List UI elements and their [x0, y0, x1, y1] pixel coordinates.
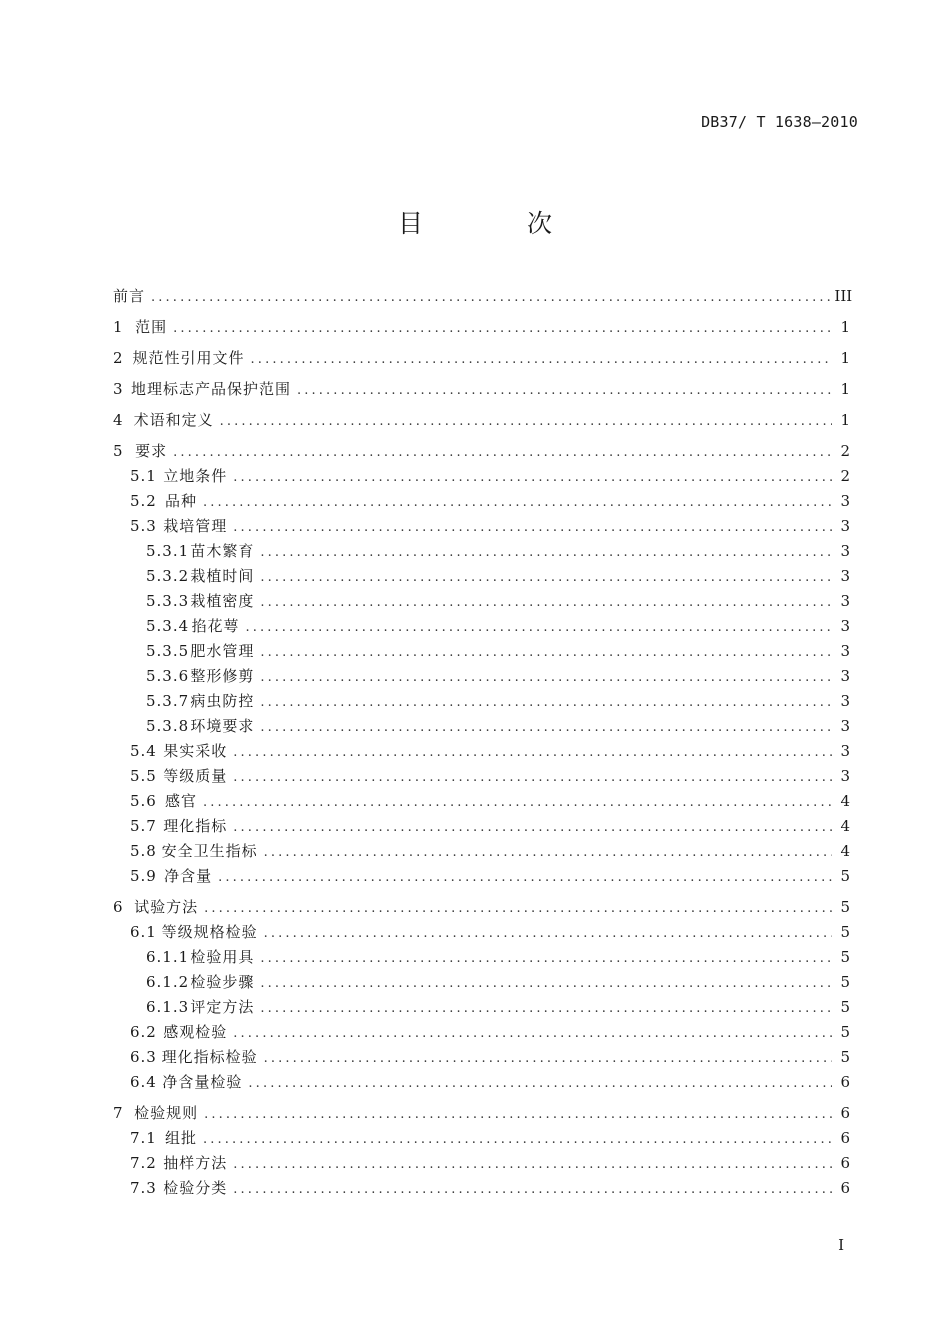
toc-leader-dots	[260, 1001, 832, 1016]
toc-entry-page: 1	[840, 349, 850, 367]
toc-entry[interactable]	[113, 465, 850, 490]
toc-entry[interactable]	[113, 1071, 850, 1096]
toc-leader-dots	[204, 1107, 832, 1122]
toc-entry-page: 5	[840, 1048, 850, 1066]
toc-entry-page: 6	[840, 1073, 850, 1091]
toc-entry-label: 栽培管理	[163, 517, 228, 535]
toc-entry-number: 5.9	[130, 867, 157, 885]
toc-entry-number: 5.3.5	[146, 642, 190, 660]
toc-entry[interactable]	[113, 715, 850, 740]
toc-leader-dots	[233, 1026, 832, 1041]
toc-leader-dots	[260, 670, 832, 685]
toc-leader-dots	[260, 695, 832, 710]
toc-entry-label: 栽植密度	[190, 592, 255, 610]
toc-entry-label: 病虫防控	[190, 692, 255, 710]
toc-title: 目 次	[398, 209, 600, 238]
toc-entry[interactable]	[113, 865, 850, 890]
toc-entry-number: 5	[113, 442, 123, 460]
toc-entry-label: 抽样方法	[163, 1154, 228, 1172]
toc-entry-label: 苗木繁育	[190, 542, 255, 560]
toc-entry-label: 果实采收	[163, 742, 228, 760]
toc-entry-number: 2	[113, 349, 123, 367]
toc-entry-page: 5	[840, 923, 850, 941]
toc-entry-label: 检验规则	[134, 1104, 199, 1122]
toc-entry[interactable]	[113, 1046, 850, 1071]
toc-leader-dots	[218, 870, 832, 885]
toc-entry-number: 5.3.6	[146, 667, 190, 685]
toc-entry-number: 6	[113, 898, 123, 916]
toc-entry-number: 6.1	[130, 923, 157, 941]
toc-entry-number: 4	[113, 411, 123, 429]
toc-entry-label: 立地条件	[163, 467, 228, 485]
toc-leader-dots	[233, 745, 832, 760]
toc-entry[interactable]	[113, 515, 850, 540]
toc-entry-page: 3	[840, 517, 850, 535]
toc-entry-label: 等级质量	[163, 767, 228, 785]
toc-leader-dots	[260, 545, 832, 560]
toc-entry-label: 整形修剪	[190, 667, 255, 685]
toc-leader-dots	[173, 445, 832, 460]
toc-entry-number: 5.3.7	[146, 692, 190, 710]
toc-entry-page: 3	[840, 592, 850, 610]
toc-entry-page: 4	[840, 817, 850, 835]
toc-entry-label: 等级规格检验	[161, 923, 258, 941]
toc-entry-number: 5.3.3	[146, 592, 190, 610]
toc-entry[interactable]	[113, 790, 850, 815]
toc-leader-dots	[203, 495, 832, 510]
toc-entry[interactable]	[113, 490, 850, 515]
toc-entry-number: 7	[113, 1104, 123, 1122]
toc-leader-dots	[260, 645, 832, 660]
toc-entry[interactable]	[113, 316, 850, 341]
footer-page-number: I	[838, 1236, 844, 1254]
toc-entry-page: 4	[840, 842, 850, 860]
toc-entry[interactable]	[113, 665, 850, 690]
toc-entry[interactable]	[113, 921, 850, 946]
toc-entry-page: 1	[840, 411, 850, 429]
toc-entry-number: 6.1.2	[146, 973, 190, 991]
toc-leader-dots	[220, 414, 832, 429]
toc-leader-dots	[233, 770, 832, 785]
toc-entry-label: 栽植时间	[190, 567, 255, 585]
toc-leader-dots	[251, 352, 832, 367]
toc-entry[interactable]	[113, 640, 850, 665]
toc-leader-dots	[233, 470, 832, 485]
toc-entry-number: 6.3	[130, 1048, 157, 1066]
toc-entry-number: 5.3.1	[146, 542, 190, 560]
toc-leader-dots	[260, 951, 832, 966]
table-of-contents	[113, 283, 853, 1202]
toc-entry-label: 肥水管理	[190, 642, 255, 660]
toc-entry-number: 5.4	[130, 742, 157, 760]
toc-entry-label: 感观检验	[163, 1023, 228, 1041]
toc-entry[interactable]	[113, 615, 850, 640]
toc-entry-label: 检验分类	[163, 1179, 228, 1197]
toc-entry-label: 前言	[113, 287, 146, 305]
toc-entry-number: 3	[113, 380, 123, 398]
toc-entry-page: 3	[840, 667, 850, 685]
toc-entry[interactable]	[113, 565, 850, 590]
toc-entry-page: 5	[840, 867, 850, 885]
toc-leader-dots	[264, 926, 832, 941]
toc-leader-dots	[260, 570, 832, 585]
toc-entry-number: 5.3.4	[146, 617, 190, 635]
toc-entry-label: 掐花萼	[191, 617, 240, 635]
toc-entry-label: 安全卫生指标	[161, 842, 258, 860]
toc-entry[interactable]	[113, 1127, 850, 1152]
toc-leader-dots	[173, 321, 832, 336]
toc-entry-label: 感官	[164, 792, 197, 810]
toc-entry-page: 5	[840, 898, 850, 916]
toc-entry-label: 净含量	[164, 867, 213, 885]
toc-entry[interactable]	[113, 440, 850, 465]
toc-leader-dots	[233, 520, 832, 535]
toc-entry[interactable]	[113, 590, 850, 615]
toc-entry-page: 2	[840, 442, 850, 460]
toc-entry-page: 3	[840, 692, 850, 710]
toc-entry[interactable]	[113, 690, 850, 715]
toc-leader-dots	[260, 720, 832, 735]
toc-entry[interactable]	[113, 971, 850, 996]
toc-entry-page: III	[834, 287, 853, 305]
toc-entry-page: 4	[840, 792, 850, 810]
toc-entry-page: 2	[840, 467, 850, 485]
toc-entry[interactable]	[113, 540, 850, 565]
toc-entry-label: 地理标志产品保护范围	[130, 380, 291, 398]
toc-entry-number: 5.3	[130, 517, 157, 535]
toc-leader-dots	[245, 620, 832, 635]
toc-entry-page: 1	[840, 380, 850, 398]
toc-entry-label: 理化指标	[163, 817, 228, 835]
toc-entry-label: 范围	[135, 318, 168, 336]
toc-entry-number: 5.8	[130, 842, 157, 860]
toc-entry-label: 规范性引用文件	[132, 349, 245, 367]
toc-entry-label: 环境要求	[190, 717, 255, 735]
toc-entry-number: 5.1	[130, 467, 157, 485]
toc-entry-number: 7.3	[130, 1179, 157, 1197]
toc-entry-number: 5.3.2	[146, 567, 190, 585]
toc-entry[interactable]	[113, 896, 850, 921]
toc-leader-dots	[151, 290, 830, 305]
toc-entry-number: 6.2	[130, 1023, 157, 1041]
toc-entry-label: 术语和定义	[133, 411, 214, 429]
toc-leader-dots	[297, 383, 832, 398]
toc-leader-dots	[260, 595, 832, 610]
toc-leader-dots	[203, 1132, 832, 1147]
toc-entry-page: 5	[840, 973, 850, 991]
toc-entry-page: 3	[840, 617, 850, 635]
toc-entry-page: 6	[840, 1104, 850, 1122]
toc-entry-number: 5.3.8	[146, 717, 190, 735]
toc-entry-number: 1	[113, 318, 123, 336]
toc-leader-dots	[233, 1157, 832, 1172]
toc-entry-page: 5	[840, 998, 850, 1016]
toc-entry-label: 检验用具	[190, 948, 255, 966]
toc-entry[interactable]	[113, 996, 850, 1021]
toc-leader-dots	[203, 795, 832, 810]
toc-entry-label: 净含量检验	[162, 1073, 243, 1091]
toc-entry-page: 5	[840, 948, 850, 966]
toc-entry-number: 5.5	[130, 767, 157, 785]
toc-entry[interactable]	[113, 1102, 850, 1127]
standard-code: DB37/ T 1638—2010	[701, 113, 858, 131]
toc-entry-number: 5.2	[130, 492, 157, 510]
toc-entry-number: 5.7	[130, 817, 157, 835]
toc-entry-page: 3	[840, 767, 850, 785]
toc-entry-label: 品种	[164, 492, 197, 510]
toc-entry-label: 组批	[164, 1129, 197, 1147]
toc-entry[interactable]	[113, 1021, 850, 1046]
toc-entry-label: 试验方法	[134, 898, 199, 916]
toc-entry-page: 6	[840, 1179, 850, 1197]
toc-leader-dots	[264, 845, 832, 860]
toc-entry-page: 3	[840, 742, 850, 760]
toc-entry-label: 检验步骤	[190, 973, 255, 991]
toc-entry-number: 7.1	[130, 1129, 157, 1147]
toc-entry-label: 要求	[135, 442, 168, 460]
toc-leader-dots	[264, 1051, 832, 1066]
toc-entry-page: 3	[840, 567, 850, 585]
toc-entry-page: 3	[840, 717, 850, 735]
toc-entry-number: 7.2	[130, 1154, 157, 1172]
toc-entry[interactable]	[113, 378, 850, 403]
toc-entry-page: 1	[840, 318, 850, 336]
toc-entry[interactable]	[113, 1152, 850, 1177]
toc-entry[interactable]	[113, 285, 853, 310]
toc-entry-number: 6.1.3	[146, 998, 190, 1016]
toc-leader-dots	[233, 1182, 832, 1197]
toc-entry[interactable]	[113, 946, 850, 971]
toc-leader-dots	[260, 976, 832, 991]
toc-entry[interactable]	[113, 409, 850, 434]
toc-entry-number: 5.6	[130, 792, 157, 810]
toc-leader-dots	[204, 901, 832, 916]
toc-entry-number: 6.4	[130, 1073, 157, 1091]
toc-entry[interactable]	[113, 815, 850, 840]
toc-entry[interactable]	[113, 1177, 850, 1202]
toc-entry[interactable]	[113, 840, 850, 865]
toc-entry-page: 3	[840, 642, 850, 660]
toc-entry[interactable]	[113, 347, 850, 372]
toc-entry-number: 6.1.1	[146, 948, 190, 966]
toc-leader-dots	[248, 1076, 832, 1091]
toc-entry-label: 评定方法	[190, 998, 255, 1016]
toc-entry-page: 5	[840, 1023, 850, 1041]
toc-entry[interactable]	[113, 765, 850, 790]
toc-entry-page: 6	[840, 1129, 850, 1147]
toc-entry[interactable]	[113, 740, 850, 765]
toc-leader-dots	[233, 820, 832, 835]
toc-entry-page: 6	[840, 1154, 850, 1172]
toc-entry-page: 3	[840, 542, 850, 560]
toc-entry-label: 理化指标检验	[161, 1048, 258, 1066]
toc-entry-page: 3	[840, 492, 850, 510]
